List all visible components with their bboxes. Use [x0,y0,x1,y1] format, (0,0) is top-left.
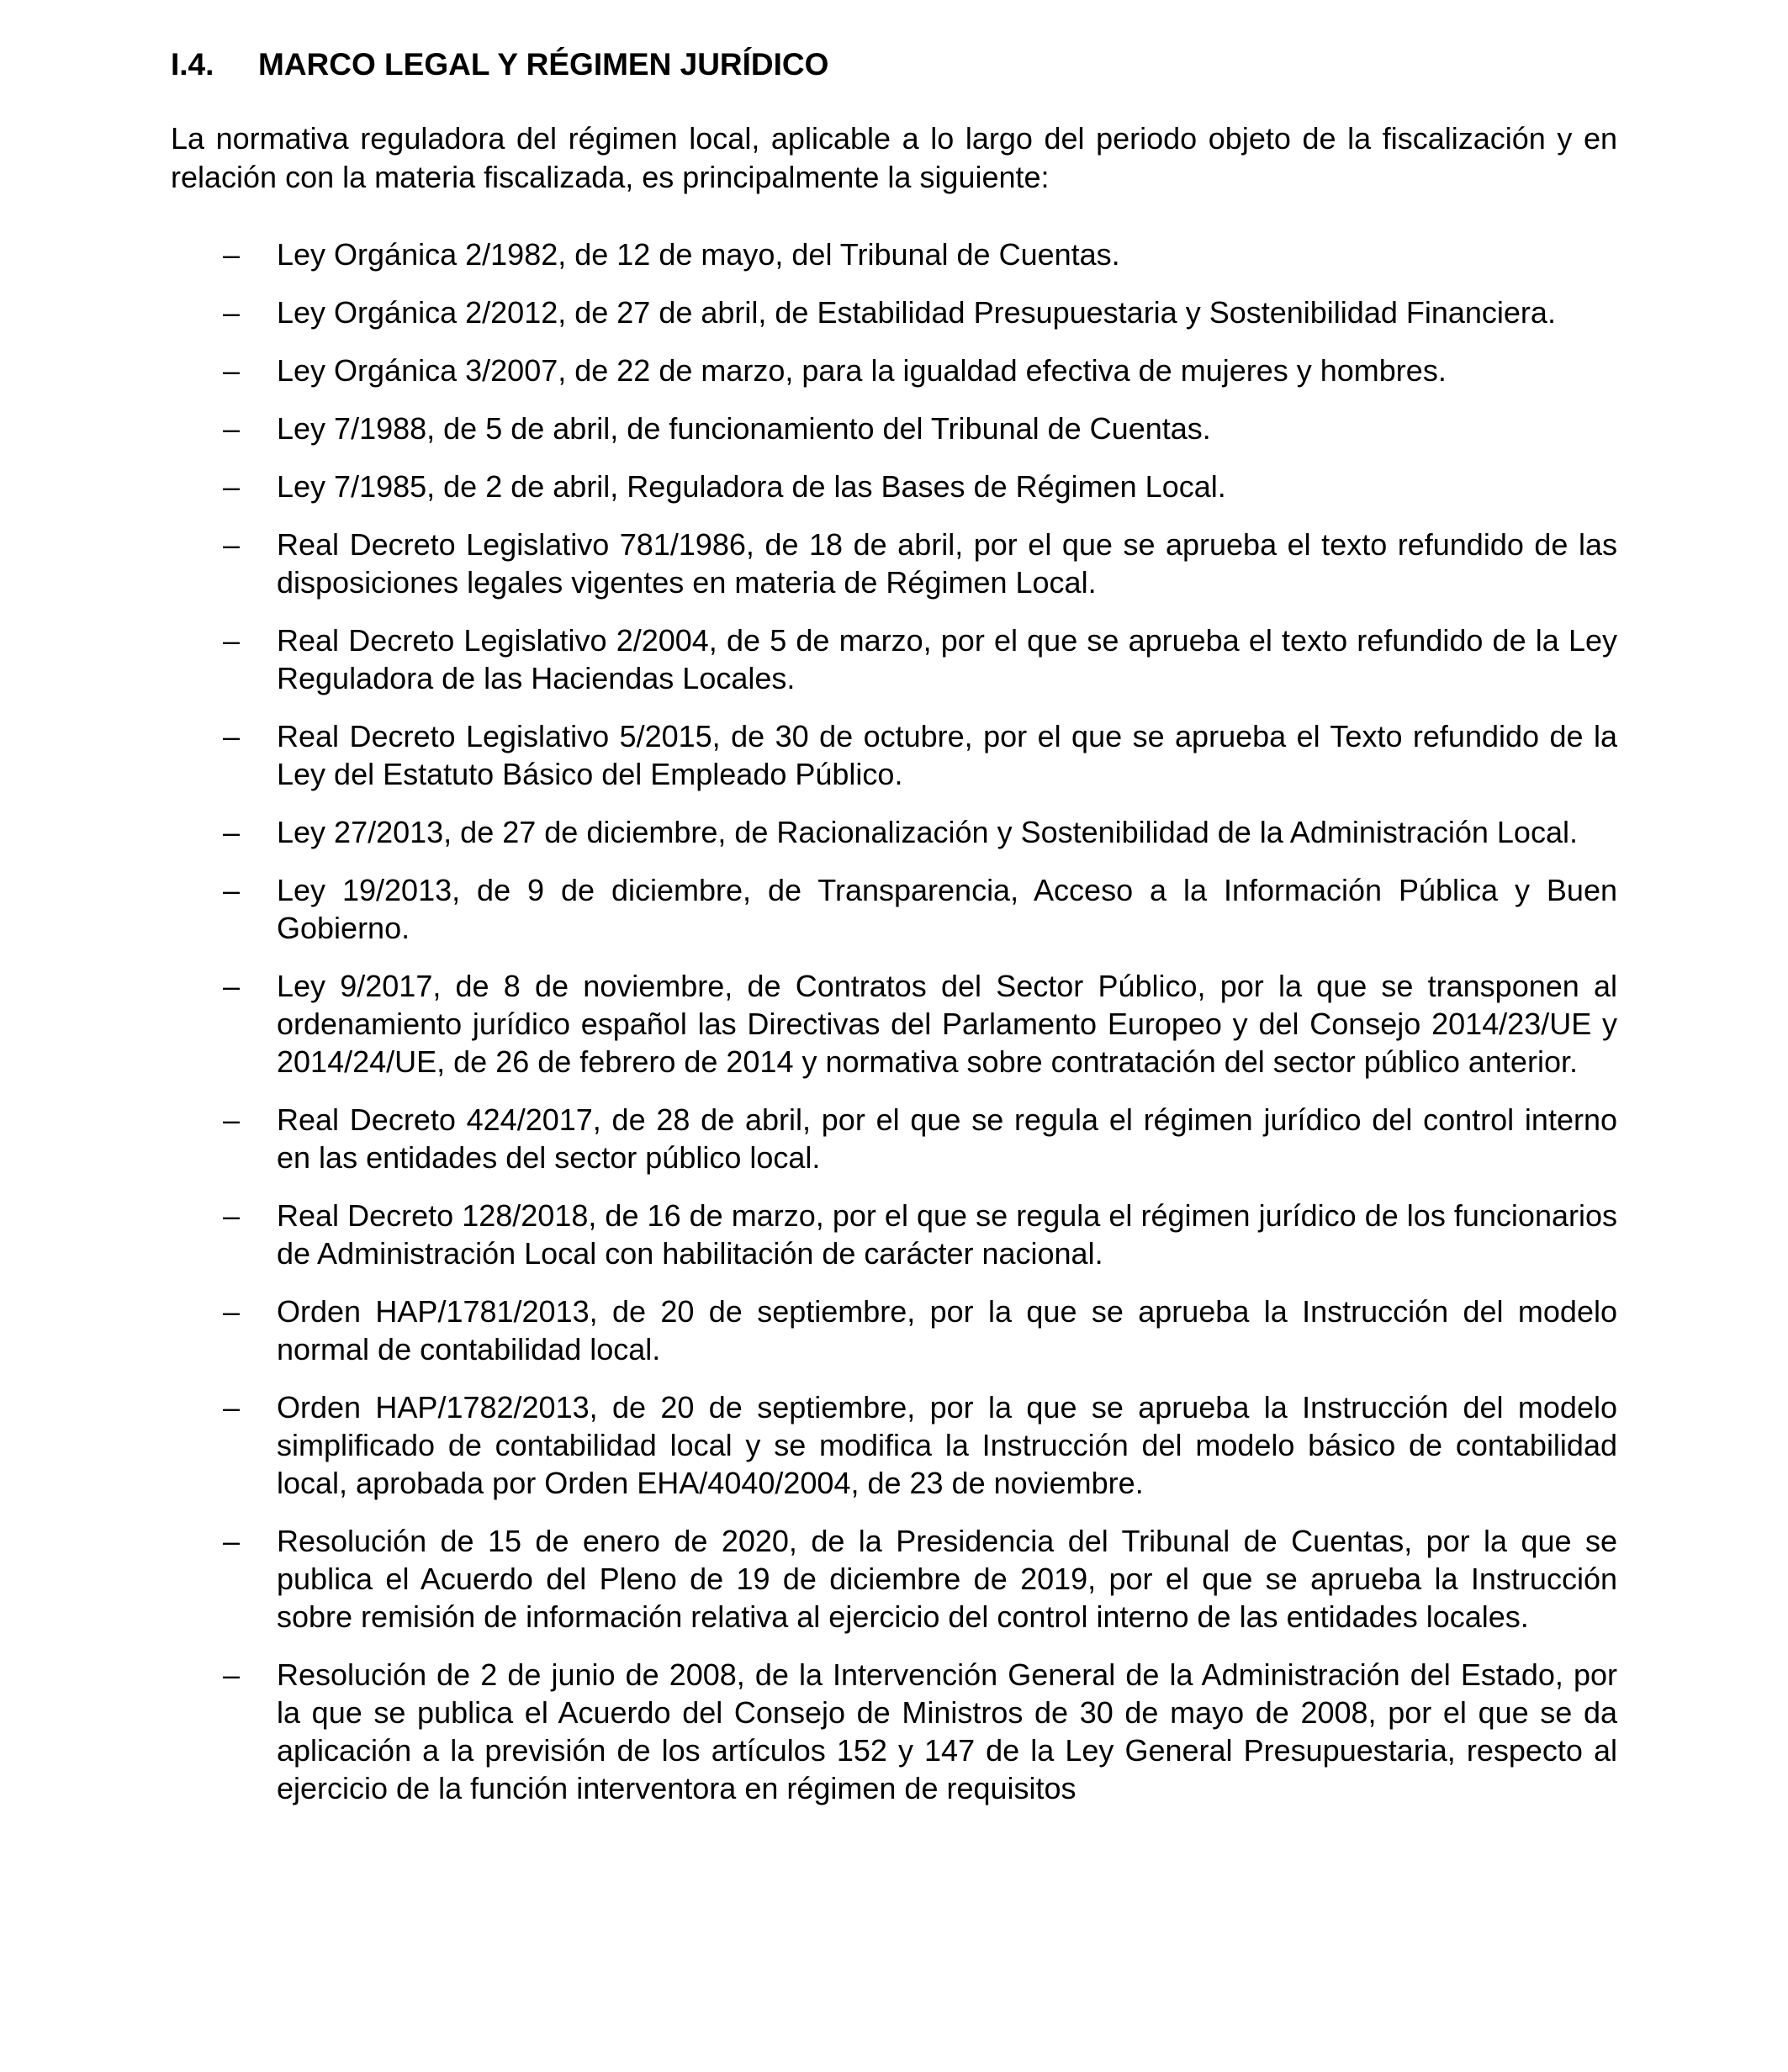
dash-bullet: – [223,623,241,658]
list-item [171,871,1617,947]
document-page [171,0,1617,1827]
list-item [171,410,1617,447]
list-item-text: Orden HAP/1782/2013, de 20 de septiembre, por la que se aprueba la Instrucción del modelo simplificado de contabilidad local y se modifica la Instrucción del modelo básico de contabilidad local, aprobada por Orden EHA/4040/2004, de 23 de noviembre. [277,1390,1617,1500]
dash-bullet: – [223,1390,241,1424]
list-item [171,1292,1617,1368]
legislation-list [171,235,1617,1807]
dash-bullet: – [223,1524,241,1558]
list-item [171,1388,1617,1502]
dash-bullet: – [223,527,241,562]
list-item [171,235,1617,273]
list-item-text: Real Decreto 424/2017, de 28 de abril, por el que se regula el régimen jurídico del control interno en las entidades del sector público local. [277,1102,1617,1175]
dash-bullet: – [223,1657,241,1692]
list-item-text: Ley 27/2013, de 27 de diciembre, de Racionalización y Sostenibilidad de la Administración Local. [277,815,1578,849]
list-item-text: Orden HAP/1781/2013, de 20 de septiembre, por la que se aprueba la Instrucción del modelo normal de contabilidad local. [277,1294,1617,1366]
list-item-text: Ley Orgánica 2/2012, de 27 de abril, de Estabilidad Presupuestaria y Sostenibilidad Financiera. [277,295,1556,330]
dash-bullet: – [223,1102,241,1137]
list-item [171,1522,1617,1636]
list-item-text: Resolución de 2 de junio de 2008, de la Intervención General de la Administración del Estado, por la que se publica el Acuerdo del Consejo de Ministros de 30 de mayo de 2008, por el que se da aplicación a la previsión de los artículos 152 y 147 de la Ley General Presupuestaria, respecto al ejercicio de la función interventora en régimen de requisitos [277,1657,1617,1805]
list-item [171,526,1617,601]
list-item-text: Resolución de 15 de enero de 2020, de la Presidencia del Tribunal de Cuentas, por la que se publica el Acuerdo del Pleno de 19 de diciembre de 2019, por el que se aprueba la Instrucción sobre remisión de información relativa al ejercicio del control interno de las entidades locales. [277,1524,1617,1634]
list-item [171,717,1617,793]
list-item-text: Real Decreto Legislativo 2/2004, de 5 de marzo, por el que se aprueba el texto refundido de la Ley Reguladora de las Haciendas Locales. [277,623,1617,695]
dash-bullet: – [223,873,241,907]
dash-bullet: – [223,469,241,504]
dash-bullet: – [223,353,241,388]
list-item-text: Real Decreto Legislativo 781/1986, de 18 de abril, por el que se aprueba el texto refundido de las disposiciones legales vigentes en materia de Régimen Local. [277,527,1617,600]
list-item [171,1101,1617,1176]
list-item-text: Ley Orgánica 3/2007, de 22 de marzo, para la igualdad efectiva de mujeres y hombres. [277,353,1447,388]
list-item [171,621,1617,697]
list-item [171,813,1617,851]
dash-bullet: – [223,815,241,849]
dash-bullet: – [223,237,241,272]
list-item [171,468,1617,505]
list-item [171,1656,1617,1807]
list-item-text: Ley 7/1985, de 2 de abril, Reguladora de las Bases de Régimen Local. [277,469,1226,504]
list-item [171,967,1617,1081]
list-item-text: Real Decreto Legislativo 5/2015, de 30 de octubre, por el que se aprueba el Texto refundido de la Ley del Estatuto Básico del Empleado Público. [277,719,1617,791]
section-heading [171,44,1617,86]
list-item [171,293,1617,331]
section-number: I.4. [171,47,214,82]
list-item-text: Ley Orgánica 2/1982, de 12 de mayo, del Tribunal de Cuentas. [277,237,1120,272]
list-item-text: Ley 7/1988, de 5 de abril, de funcionamiento del Tribunal de Cuentas. [277,411,1211,446]
dash-bullet: – [223,295,241,330]
intro-paragraph: La normativa reguladora del régimen local, aplicable a lo largo del periodo objeto de la fiscalización y en relación con la materia fiscalizada, es principalmente la siguiente: [171,121,1617,194]
list-item [171,352,1617,389]
list-item-text: Ley 19/2013, de 9 de diciembre, de Transparencia, Acceso a la Información Pública y Buen Gobierno. [277,873,1617,945]
list-item [171,1197,1617,1272]
dash-bullet: – [223,719,241,753]
list-item-text: Ley 9/2017, de 8 de noviembre, de Contratos del Sector Público, por la que se transponen al ordenamiento jurídico español las Directivas del Parlamento Europeo y del Consejo 2014/23/UE y 2014/24/UE, de 26 de febrero de 2014 y normativa sobre contratación del sector público anterior. [277,969,1617,1079]
dash-bullet: – [223,1198,241,1233]
section-title: MARCO LEGAL Y RÉGIMEN JURÍDICO [258,47,829,82]
dash-bullet: – [223,969,241,1003]
list-item-text: Real Decreto 128/2018, de 16 de marzo, por el que se regula el régimen jurídico de los funcionarios de Administración Local con habilitación de carácter nacional. [277,1198,1617,1271]
dash-bullet: – [223,1294,241,1329]
dash-bullet: – [223,411,241,446]
